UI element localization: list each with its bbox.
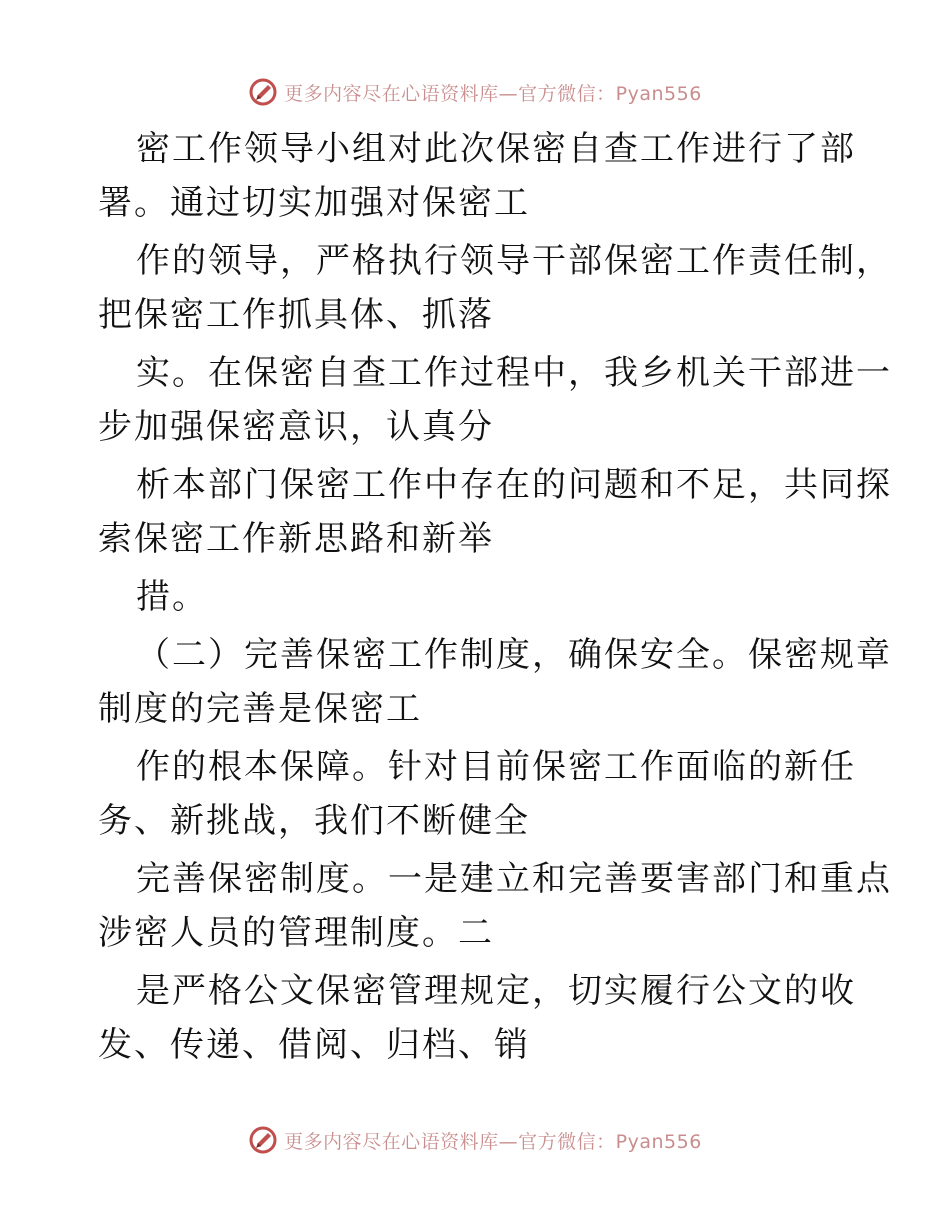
- document-body: [98, 122, 892, 1072]
- text-line: 制度的完善是保密工: [98, 689, 422, 729]
- text-line: 把保密工作抓具体、抓落: [98, 295, 494, 335]
- logo-icon: [248, 1125, 278, 1155]
- logo-icon: [248, 77, 278, 107]
- text-line: 是严格公文保密管理规定，切实履行公文的收: [136, 971, 856, 1011]
- text-line: 发、传递、借阅、归档、销: [98, 1025, 530, 1065]
- text-line: 完善保密制度。一是建立和完善要害部门和重点: [136, 859, 892, 899]
- text-line: 作的根本保障。针对目前保密工作面临的新任: [136, 747, 856, 787]
- text-line: 署。通过切实加强对保密工: [98, 183, 530, 223]
- text-line: 实。在保密自查工作过程中，我乡机关干部进一: [136, 353, 892, 393]
- text-line: 作的领导，严格执行领导干部保密工作责任制，: [136, 241, 892, 281]
- section-heading-line: （二）完善保密工作制度，确保安全。保密规章: [136, 635, 892, 675]
- header-watermark-text: 更多内容尽在心语资料库—官方微信：Pyan556: [284, 82, 702, 105]
- text-line: 措。: [136, 577, 208, 617]
- footer-watermark: [0, 1120, 950, 1160]
- text-line: 密工作领导小组对此次保密自查工作进行了部: [136, 129, 856, 169]
- text-line: 索保密工作新思路和新举: [98, 519, 494, 559]
- text-line: 涉密人员的管理制度。二: [98, 913, 494, 953]
- header-watermark: [0, 72, 950, 112]
- text-line: 务、新挑战，我们不断健全: [98, 801, 530, 841]
- text-line: 析本部门保密工作中存在的问题和不足，共同探: [136, 465, 892, 505]
- text-line: 步加强保密意识，认真分: [98, 407, 494, 447]
- footer-watermark-text: 更多内容尽在心语资料库—官方微信：Pyan556: [284, 1130, 702, 1153]
